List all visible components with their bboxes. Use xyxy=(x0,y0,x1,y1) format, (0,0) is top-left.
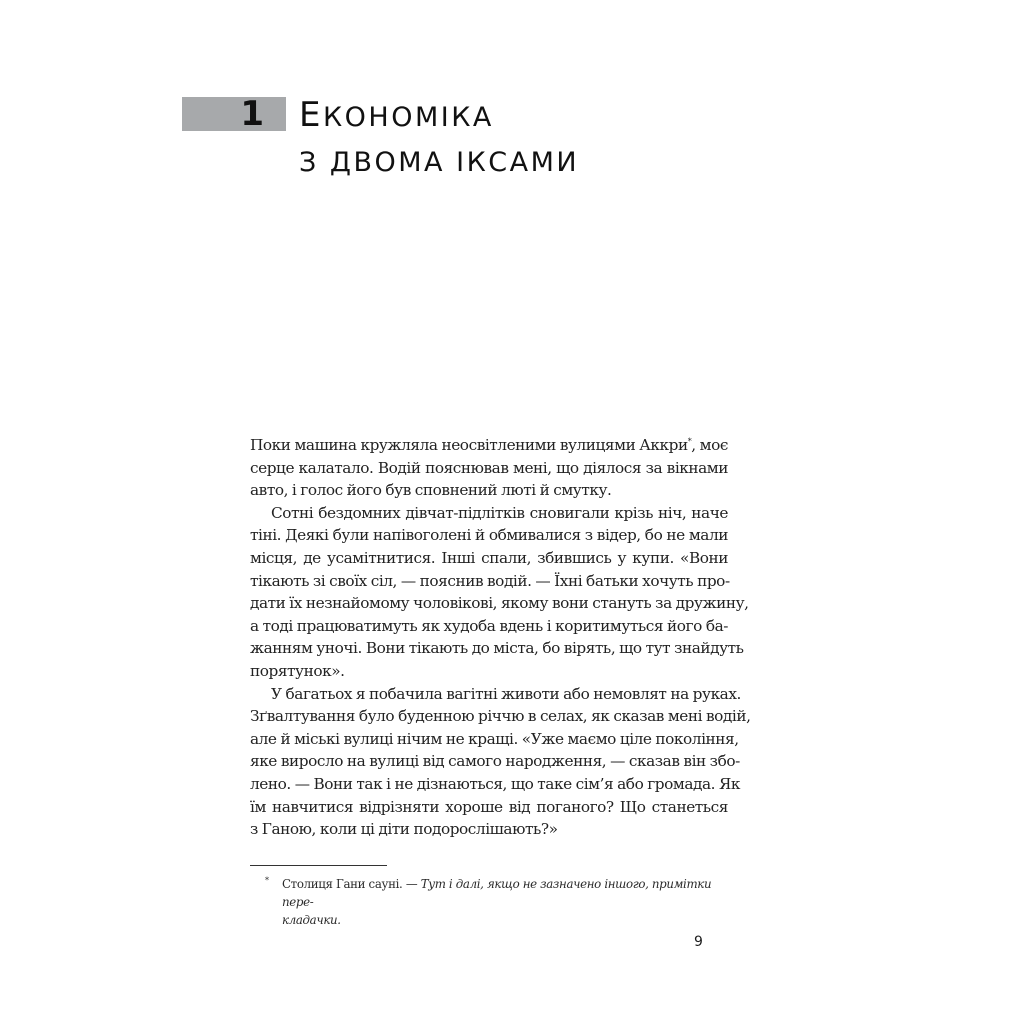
paragraph-1 xyxy=(250,434,728,502)
text-line: а тоді працюватимуть як худоба вдень і коритимуться його ба- xyxy=(250,616,728,635)
text-line: тікають зі своїх сіл, — пояснив водій. — Їхні батьки хочуть про- xyxy=(250,571,730,590)
footnote-italic-text: Тут і далі, якщо не зазначено іншого, примітки пере- xyxy=(282,877,712,909)
footnote-italic-text-cont: кладачки. xyxy=(282,913,341,927)
chapter-title-line-1 xyxy=(299,92,579,138)
text-line: місця, де усамітнитися. Інші спали, збившись у купи. «Вони xyxy=(250,548,728,567)
chapter-title-initial: Е xyxy=(299,95,323,135)
text-segment: , моє xyxy=(691,436,728,454)
footnote-divider xyxy=(250,865,387,866)
text-segment: Поки машина кружляла неосвітленими вулицями Аккри xyxy=(250,436,688,454)
text-line: серце калатало. Водій пояснював мені, що діялося за вікнами xyxy=(250,458,728,477)
text-line: їм навчитися відрізняти хороше від поганого? Що станеться xyxy=(250,797,728,816)
text-line: Зґвалтування було буденною річчю в селах, як сказав мені водій, xyxy=(250,707,751,726)
text-line xyxy=(250,434,728,457)
text-line: яке виросло на вулиці від самого народження, — сказав він збо- xyxy=(250,752,740,771)
text-line: з Ганою, коли ці діти подорослішають?» xyxy=(250,820,558,839)
footnote-text: Столиця Гани сауні. — xyxy=(282,877,421,891)
footnote-marker: * xyxy=(265,876,269,885)
text-line: дати їх незнайомому чоловікові, якому вони стануть за дружину, xyxy=(250,594,749,613)
text-line: У багатьох я побачила вагітні животи або немовлят на руках. xyxy=(271,684,741,703)
paragraph-2 xyxy=(250,502,749,683)
text-line: авто, і голос його був сповнений люті й смутку. xyxy=(250,481,612,500)
chapter-title-rest: КОНОМІКА xyxy=(322,102,494,133)
chapter-title-line-2: З ДВОМА ІКСАМИ xyxy=(299,147,580,178)
text-line: тіні. Деякі були напівоголені й обмивалися з відер, бо не мали xyxy=(250,526,728,545)
paragraph-3 xyxy=(250,683,751,841)
chapter-title xyxy=(299,92,579,186)
text-line: жанням уночі. Вони тікають до міста, бо вірять, що тут знайдуть xyxy=(250,639,744,658)
chapter-number: 1 xyxy=(240,94,264,134)
text-line: порятунок». xyxy=(250,661,345,680)
body-text xyxy=(250,434,751,841)
text-line: лено. — Вони так і не дізнаються, що таке сім’я або громада. Як xyxy=(250,774,741,793)
text-line: але й міські вулиці нічим не кращі. «Уже маємо ціле покоління, xyxy=(250,729,739,748)
footnote xyxy=(265,875,730,929)
text-line: Сотні бездомних дівчат-підлітків сновигали крізь ніч, наче xyxy=(271,503,728,522)
footnote-reference[interactable]: * xyxy=(687,436,692,446)
footnote-body xyxy=(268,875,730,929)
page-number: 9 xyxy=(694,934,703,950)
